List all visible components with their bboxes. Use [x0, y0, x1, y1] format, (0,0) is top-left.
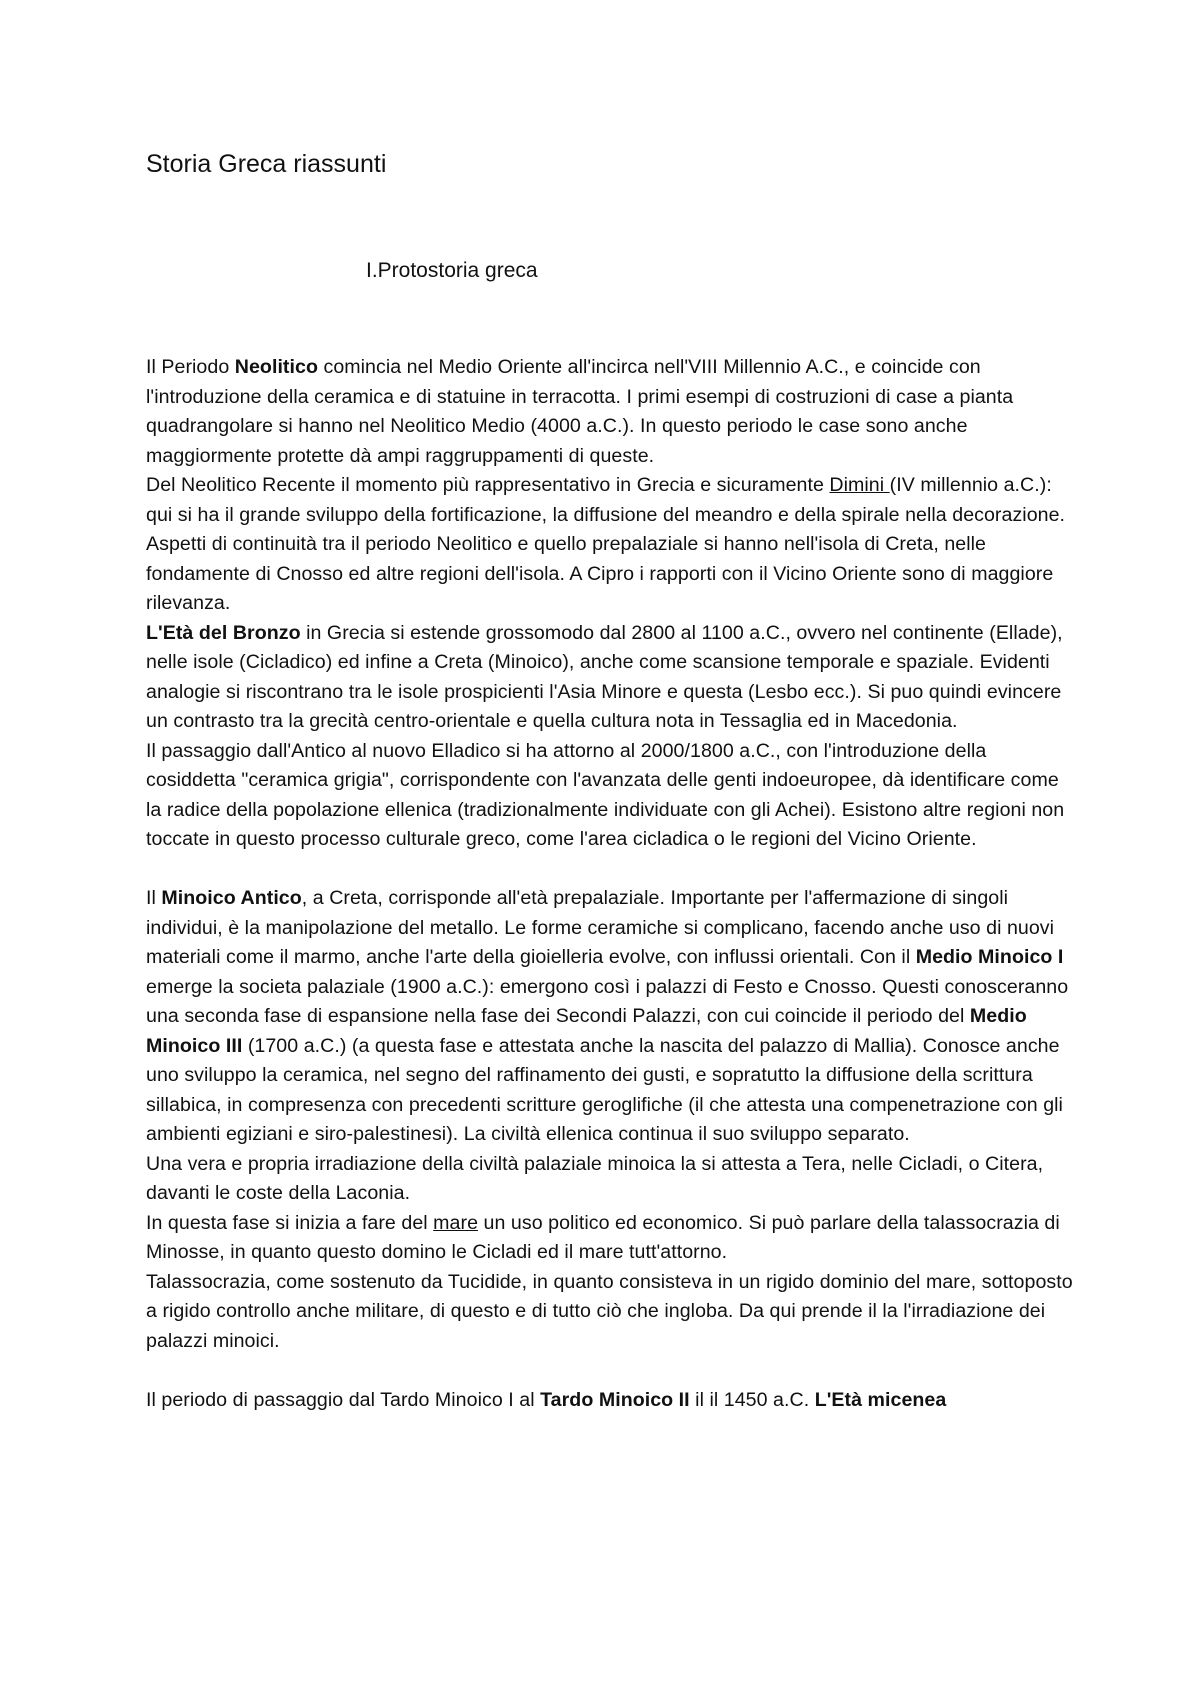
document-title: Storia Greca riassunti [146, 150, 387, 178]
bold-term-neolitico: Neolitico [234, 356, 318, 378]
text-run: Il [146, 887, 162, 909]
text-run: (1700 a.C.) (a questa fase e attestata anche la nascita del palazzo di Mallia). Conosce anche uno sviluppo la ceramica, nel segno del raffinamento dei gusti, e sopratutto la diffusione della scrittura sillabica, in compresenza con precedenti scritture geroglifiche (il che attesta una compenetrazione con gli ambienti egiziani e siro-palestinesi). La civiltà ellenica continua il suo sviluppo separato. [146, 1034, 1063, 1145]
text-run: (IV millennio a.C.): qui si ha il grande sviluppo della fortificazione, la diffusione del meandro e della spirale nella decorazione. [146, 474, 1066, 526]
text-run: comincia nel Medio Oriente all'incirca nell'VIII Millennio A.C., e coincide con l'introduzione della ceramica e di statuine in terracotta. I primi esempi di costruzioni di case a pianta quadrangolare si hanno nel Neolitico Medio (4000 a.C.). In questo periodo le case sono anche maggiormente protette dà ampi raggruppamenti di queste. [146, 356, 1014, 467]
text-run: , a Creta, corrisponde all'età prepalaziale. Importante per l'affermazione di singoli individui, è la manipolazione del metallo. Le forme ceramiche si complicano, facendo anche uso di nuovi materiali come il marmo, anche l'arte della gioielleria evolve, con influssi orientali. Con il [146, 887, 1055, 968]
text-run: un uso politico ed economico. Si può parlare della talassocrazia di Minosse, in quanto questo domino le Cicladi ed il mare tutt'attorno. [146, 1211, 1060, 1263]
paragraph-minoico-antico [146, 884, 1076, 1150]
paragraph-neolitico [146, 353, 1076, 471]
chapter-title: I.Protostoria greca [366, 259, 538, 282]
bold-term-minoico-antico: Minoico Antico [161, 887, 302, 909]
bold-term-medio-minoico-i: Medio Minoico I [915, 946, 1064, 968]
paragraph-talassocrazia [146, 1268, 1076, 1357]
bold-term-medio-minoico-iii: Medio Minoico III [146, 1005, 1027, 1057]
paragraph-neolitico-recente [146, 471, 1076, 530]
paragraph-passaggio-elladico [146, 737, 1076, 855]
text-run: Il passaggio dall'Antico al nuovo Elladico si ha attorno al 2000/1800 a.C., con l'introduzione della cosiddetta "ceramica grigia", corrispondente con l'avanzata delle genti indoeuropee, dà identificare come la radice della popolazione ellenica (tradizionalmente individuate con gli Achei). Esistono altre regioni non toccate in questo processo culturale greco, come l'area cicladica o le regioni del Vicino Oriente. [146, 739, 1065, 850]
bold-term-eta-bronzo: L'Età del Bronzo [146, 621, 301, 644]
link-mare[interactable]: mare [433, 1211, 479, 1234]
bold-term-eta-micenea: L'Età micenea [814, 1388, 947, 1411]
text-run: Il Periodo [146, 356, 235, 378]
text-run: in Grecia si estende grossomodo dal 2800 al 1100 a.C., ovvero nel continente (Ellade), nelle isole (Cicladico) ed infine a Creta (Minoico), anche come scansione temporale e spaziale. Evidenti analogie si riscontrano tra le isole prospicienti l'Asia Minore e questa (Lesbo ecc.). Si puo quindi evincere un contrasto tra la grecità centro-orientale e quella cultura nota in Tessaglia ed in Macedonia. [146, 621, 1063, 732]
text-run: Del Neolitico Recente il momento più rappresentativo in Grecia e sicuramente [146, 474, 830, 496]
paragraph-irradiazione [146, 1150, 1076, 1209]
text-run: il il 1450 a.C. [689, 1388, 815, 1411]
text-run: emerge la societa palaziale (1900 a.C.): emergono così i palazzi di Festo e Cnosso. Questi conosceranno una seconda fase di espansione nella fase dei Secondi Palazzi, con cui coincide il periodo del [146, 975, 1069, 1027]
link-dimini[interactable]: Dimini [829, 474, 890, 496]
paragraph-mare [146, 1209, 1076, 1268]
paragraph-tardo-minoico [146, 1386, 1076, 1416]
document-body [146, 353, 1076, 1415]
paragraph-continuita [146, 530, 1076, 619]
text-run: In questa fase si inizia a fare del [146, 1211, 434, 1234]
bold-term-tardo-minoico-ii: Tardo Minoico II [540, 1388, 690, 1411]
text-run: Una vera e propria irradiazione della civiltà palaziale minoica la si attesta a Tera, nelle Cicladi, o Citera, davanti le coste della Laconia. [146, 1152, 1044, 1204]
text-run: Aspetti di continuità tra il periodo Neolitico e quello prepalaziale si hanno nell'isola di Creta, nelle fondamente di Cnosso ed altre regioni dell'isola. A Cipro i rapporti con il Vicino Oriente sono di maggiore rilevanza. [146, 533, 1054, 614]
paragraph-eta-bronzo [146, 619, 1076, 737]
text-run: Talassocrazia, come sostenuto da Tucidide, in quanto consisteva in un rigido dominio del mare, sottoposto a rigido controllo anche militare, di questo e di tutto ciò che ingloba. Da qui prende il la l'irradiazione dei palazzi minoici. [146, 1270, 1073, 1352]
text-run: Il periodo di passaggio dal Tardo Minoico I al [146, 1388, 541, 1411]
